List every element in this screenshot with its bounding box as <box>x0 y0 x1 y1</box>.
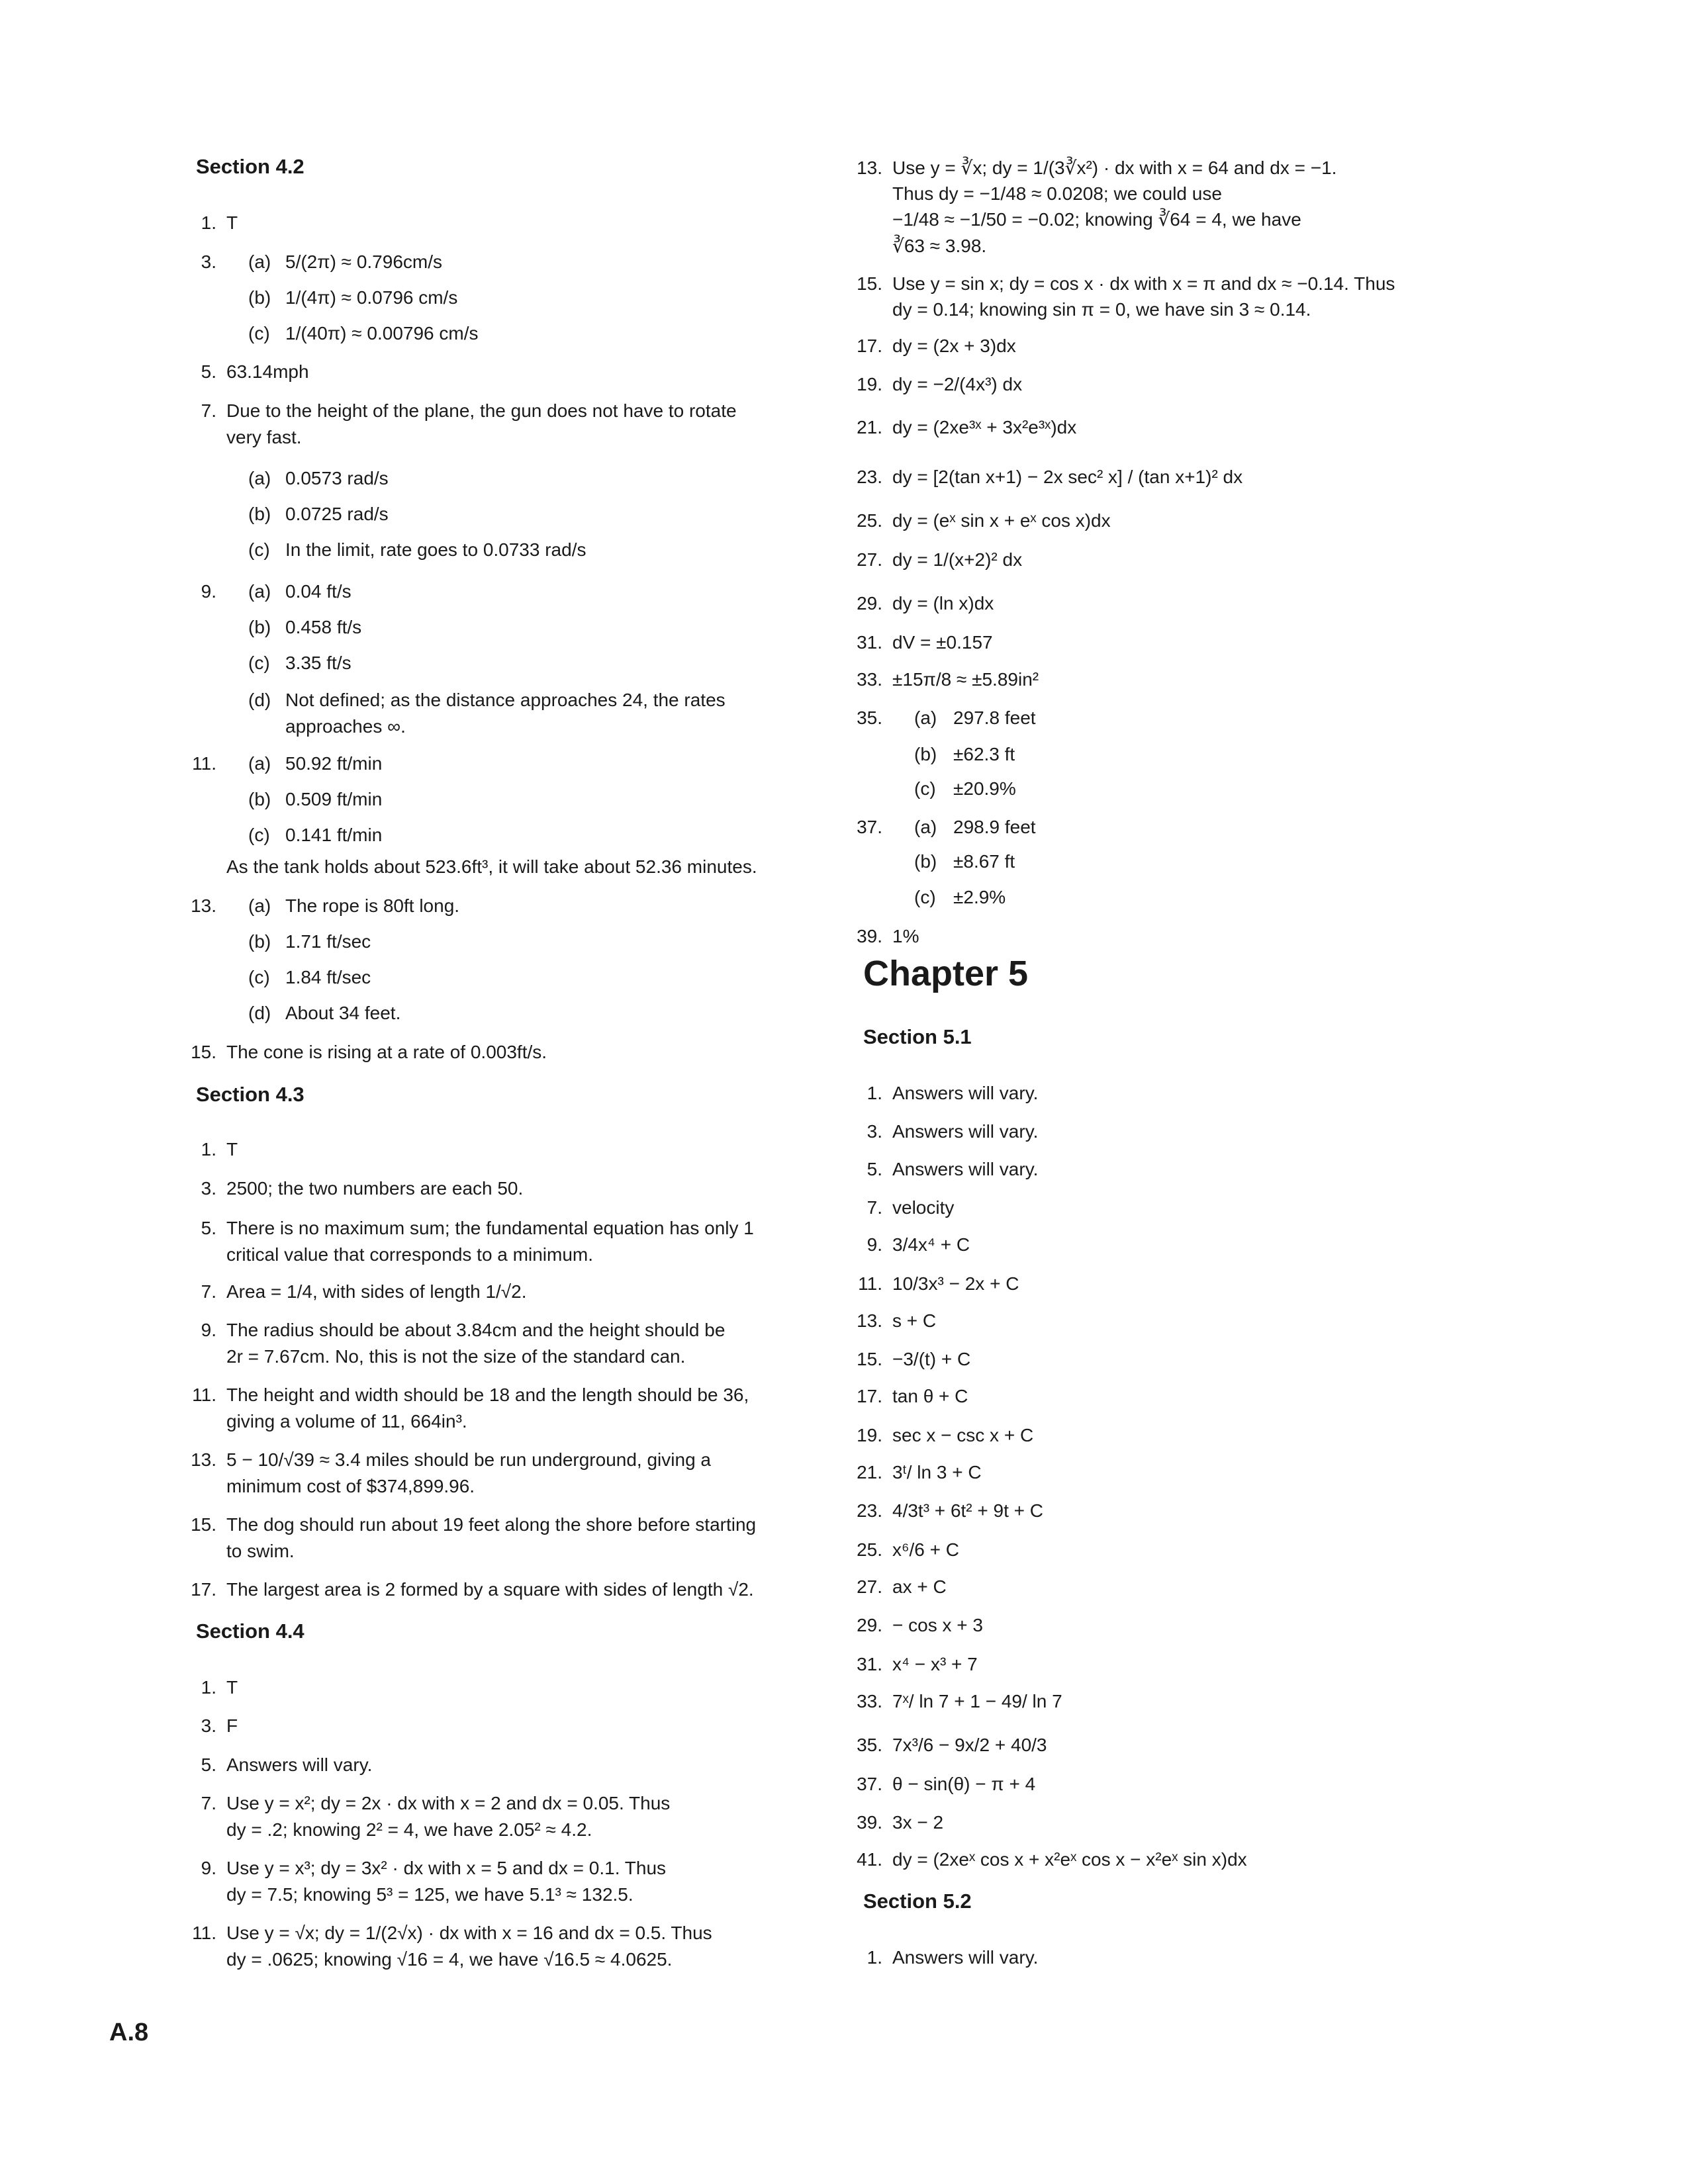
sub-item-letter: (b) <box>248 931 271 952</box>
answer-text: Due to the height of the plane, the gun does not have to rotate <box>226 400 737 421</box>
answer-text: dy = [2(tan x+1) − 2x sec² x] / (tan x+1)² dx <box>892 466 1243 487</box>
sub-item-letter: (d) <box>248 690 271 711</box>
item-number: 1. <box>867 1947 882 1968</box>
answer-text: Area = 1/4, with sides of length 1/√2. <box>226 1281 527 1302</box>
answer-text: 3ᵗ/ ln 3 + C <box>892 1461 982 1482</box>
answer-text: ±62.3 ft <box>953 743 1015 764</box>
answer-text: dy = 7.5; knowing 5³ = 125, we have 5.1³ ≈ 132.5. <box>226 1884 633 1905</box>
answer-text: sec x − csc x + C <box>892 1424 1034 1445</box>
item-number: 31. <box>857 631 882 653</box>
answer-text: very fast. <box>226 426 302 447</box>
sub-item-letter: (c) <box>248 323 270 344</box>
answer-text: Use y = sin x; dy = cos x · dx with x = π and dx ≈ −0.14. Thus <box>892 273 1395 295</box>
item-number: 17. <box>191 1579 216 1600</box>
answer-text: 1/(40π) ≈ 0.00796 cm/s <box>285 323 479 344</box>
item-number: 29. <box>857 1615 882 1636</box>
item-number: 15. <box>857 273 882 295</box>
sub-item-letter: (b) <box>248 287 271 308</box>
answer-text: x⁴ − x³ + 7 <box>892 1653 978 1674</box>
item-number: 19. <box>857 1424 882 1445</box>
item-number: 27. <box>857 549 882 570</box>
answer-text: Use y = √x; dy = 1/(2√x) · dx with x = 16 and dx = 0.5. Thus <box>226 1922 712 1943</box>
answer-text: θ − sin(θ) − π + 4 <box>892 1773 1036 1794</box>
section-heading: Section 4.4 <box>196 1619 305 1643</box>
answer-text: In the limit, rate goes to 0.0733 rad/s <box>285 539 586 561</box>
item-number: 7. <box>201 1792 216 1813</box>
section-heading: Section 5.2 <box>863 1889 972 1913</box>
answer-text: −3/(t) + C <box>892 1349 971 1370</box>
answer-text: Answers will vary. <box>892 1121 1039 1142</box>
sub-item-letter: (b) <box>914 851 937 872</box>
answer-text: Answers will vary. <box>226 1754 373 1775</box>
section-heading: Section 4.3 <box>196 1083 305 1107</box>
answer-text: Thus dy = −1/48 ≈ 0.0208; we could use <box>892 183 1222 205</box>
sub-item-letter: (a) <box>248 467 271 488</box>
answer-text: 297.8 feet <box>953 707 1036 729</box>
item-number: 17. <box>857 335 882 356</box>
answer-text: 3.35 ft/s <box>285 653 352 674</box>
item-number: 9. <box>201 1857 216 1878</box>
item-number: 11. <box>858 1273 882 1294</box>
answer-text: F <box>226 1715 238 1737</box>
answer-text: critical value that corresponds to a minimum. <box>226 1244 593 1265</box>
item-number: 5. <box>201 1218 216 1239</box>
answer-text: The cone is rising at a rate of 0.003ft/s. <box>226 1041 547 1062</box>
answer-text: dy = (eˣ sin x + eˣ cos x)dx <box>892 510 1111 531</box>
item-number: 3. <box>867 1121 882 1142</box>
item-number: 5. <box>867 1158 882 1179</box>
answer-text: Use y = x³; dy = 3x² · dx with x = 5 and dx = 0.1. Thus <box>226 1857 667 1878</box>
item-number: 33. <box>857 1690 882 1711</box>
item-number: 7. <box>201 1281 216 1302</box>
answer-text: dy = 0.14; knowing sin π = 0, we have sin 3 ≈ 0.14. <box>892 299 1311 320</box>
answer-text: tan θ + C <box>892 1386 968 1407</box>
answer-text: 2500; the two numbers are each 50. <box>226 1177 524 1199</box>
answer-text: approaches ∞. <box>285 716 406 737</box>
item-number: 13. <box>857 1310 882 1331</box>
answer-text: 298.9 feet <box>953 816 1036 837</box>
item-number: 5. <box>201 1754 216 1775</box>
sub-item-letter: (c) <box>248 825 270 846</box>
item-number: 37. <box>857 1773 882 1794</box>
item-number: 1. <box>201 1139 216 1160</box>
sub-item-letter: (c) <box>914 887 936 908</box>
answer-text: 0.509 ft/min <box>285 789 383 810</box>
item-number: 9. <box>201 1320 216 1341</box>
answer-text: Answers will vary. <box>892 1947 1039 1968</box>
answer-text: 7x³/6 − 9x/2 + 40/3 <box>892 1735 1047 1756</box>
answer-text: −1/48 ≈ −1/50 = −0.02; knowing ∛64 = 4, we have <box>892 209 1301 230</box>
answer-text: 1% <box>892 925 919 946</box>
sub-item-letter: (c) <box>248 653 270 674</box>
item-number: 11. <box>192 1385 216 1406</box>
answer-text: − cos x + 3 <box>892 1615 983 1636</box>
item-number: 9. <box>201 580 216 602</box>
answer-text: ∛63 ≈ 3.98. <box>892 235 987 256</box>
answer-text: 10/3x³ − 2x + C <box>892 1273 1019 1294</box>
item-number: 15. <box>191 1041 216 1062</box>
answer-text: 1.71 ft/sec <box>285 931 371 952</box>
answer-text: Answers will vary. <box>892 1158 1039 1179</box>
answer-text: The height and width should be 18 and the length should be 36, <box>226 1385 749 1406</box>
item-number: 13. <box>857 158 882 179</box>
item-number: 11. <box>192 753 216 774</box>
answer-text: 2r = 7.67cm. No, this is not the size of the standard can. <box>226 1346 686 1367</box>
item-number: 15. <box>857 1349 882 1370</box>
sub-item-letter: (d) <box>248 1003 271 1024</box>
item-number: 39. <box>857 1812 882 1833</box>
item-number: 15. <box>191 1514 216 1535</box>
answer-text: 0.141 ft/min <box>285 825 383 846</box>
answer-text: 0.04 ft/s <box>285 580 352 602</box>
answer-text: The radius should be about 3.84cm and the height should be <box>226 1320 726 1341</box>
item-number: 39. <box>857 925 882 946</box>
answer-text: T <box>226 1676 238 1698</box>
item-number: 7. <box>867 1197 882 1218</box>
sub-item-letter: (a) <box>248 895 271 916</box>
item-number: 25. <box>857 1539 882 1560</box>
item-number: 27. <box>857 1576 882 1597</box>
answer-text: dy = (2xeˣ cos x + x²eˣ cos x − x²eˣ sin x)dx <box>892 1849 1247 1870</box>
answer-text: 7ˣ/ ln 7 + 1 − 49/ ln 7 <box>892 1690 1062 1711</box>
answer-text: ax + C <box>892 1576 947 1597</box>
sub-item-letter: (a) <box>248 580 271 602</box>
sub-item-letter: (a) <box>248 251 271 272</box>
answer-text: ±8.67 ft <box>953 851 1015 872</box>
item-number: 17. <box>857 1386 882 1407</box>
sub-item-letter: (c) <box>248 967 270 988</box>
answer-text: velocity <box>892 1197 955 1218</box>
answer-text: dy = .2; knowing 2² = 4, we have 2.05² ≈ 4.2. <box>226 1819 592 1840</box>
item-number: 31. <box>857 1653 882 1674</box>
sub-item-letter: (a) <box>248 753 271 774</box>
answer-text: dy = (2x + 3)dx <box>892 335 1016 356</box>
answer-text: dy = −2/(4x³) dx <box>892 374 1023 395</box>
answer-text: 3x − 2 <box>892 1812 944 1833</box>
item-number: 9. <box>867 1234 882 1255</box>
sub-item-letter: (b) <box>248 616 271 637</box>
item-number: 29. <box>857 593 882 614</box>
answer-text: ±15π/8 ≈ ±5.89in² <box>892 669 1039 690</box>
item-number: 23. <box>857 466 882 487</box>
item-number: 7. <box>201 400 216 421</box>
item-number: 35. <box>857 707 882 729</box>
answer-text: 0.0573 rad/s <box>285 467 389 488</box>
answer-text: 50.92 ft/min <box>285 753 383 774</box>
answer-text: Use y = x²; dy = 2x · dx with x = 2 and dx = 0.05. Thus <box>226 1792 671 1813</box>
chapter-title: Chapter 5 <box>863 953 1029 993</box>
answer-text: There is no maximum sum; the fundamental equation has only 1 <box>226 1218 754 1239</box>
item-number: 13. <box>191 895 216 916</box>
answer-text: 1.84 ft/sec <box>285 967 371 988</box>
answer-text: The largest area is 2 formed by a square with sides of length √2. <box>226 1579 754 1600</box>
answer-note: As the tank holds about 523.6ft³, it will take about 52.36 minutes. <box>226 856 757 878</box>
item-number: 35. <box>857 1735 882 1756</box>
answer-text: dy = .0625; knowing √16 = 4, we have √16.5 ≈ 4.0625. <box>226 1948 673 1970</box>
item-number: 1. <box>201 1676 216 1698</box>
answer-text: giving a volume of 11, 664in³. <box>226 1411 467 1432</box>
item-number: 21. <box>857 416 882 437</box>
sub-item-letter: (a) <box>914 707 937 729</box>
answer-text: 5 − 10/√39 ≈ 3.4 miles should be run underground, giving a <box>226 1449 711 1471</box>
answer-text: dy = 1/(x+2)² dx <box>892 549 1023 570</box>
sub-item-letter: (b) <box>914 743 937 764</box>
item-number: 3. <box>201 1177 216 1199</box>
answer-text: x⁶/6 + C <box>892 1539 960 1560</box>
item-number: 3. <box>201 1715 216 1737</box>
answer-text: 4/3t³ + 6t² + 9t + C <box>892 1500 1044 1522</box>
item-number: 41. <box>857 1849 882 1870</box>
sub-item-letter: (a) <box>914 816 937 837</box>
sub-item-letter: (b) <box>248 504 271 525</box>
answer-text: 1/(4π) ≈ 0.0796 cm/s <box>285 287 458 308</box>
answer-text: Answers will vary. <box>892 1083 1039 1104</box>
item-number: 19. <box>857 374 882 395</box>
item-number: 11. <box>192 1922 216 1943</box>
answer-text: T <box>226 1139 238 1160</box>
sub-item-letter: (c) <box>914 778 936 799</box>
answer-text: dy = (2xe³ˣ + 3x²e³ˣ)dx <box>892 416 1077 437</box>
answer-text: ±2.9% <box>953 887 1006 908</box>
item-number: 23. <box>857 1500 882 1522</box>
answer-text: Not defined; as the distance approaches 24, the rates <box>285 690 726 711</box>
item-number: 21. <box>857 1461 882 1482</box>
item-number: 1. <box>867 1083 882 1104</box>
item-number: 37. <box>857 816 882 837</box>
section-heading: Section 5.1 <box>863 1024 972 1048</box>
sub-item-letter: (c) <box>248 539 270 561</box>
answer-text: 3/4x⁴ + C <box>892 1234 970 1255</box>
answer-text: 63.14mph <box>226 361 309 383</box>
answer-text: minimum cost of $374,899.96. <box>226 1476 475 1497</box>
answer-text: to swim. <box>226 1541 295 1562</box>
answer-text: The rope is 80ft long. <box>285 895 460 916</box>
answer-text: The dog should run about 19 feet along the shore before starting <box>226 1514 757 1535</box>
item-number: 25. <box>857 510 882 531</box>
answer-text: s + C <box>892 1310 937 1331</box>
answer-text: 5/(2π) ≈ 0.796cm/s <box>285 251 442 272</box>
item-number: 1. <box>201 212 216 234</box>
item-number: 13. <box>191 1449 216 1471</box>
item-number: 3. <box>201 251 216 272</box>
answer-text: 0.458 ft/s <box>285 616 362 637</box>
page-number: A.8 <box>109 2019 149 2046</box>
answer-text: 0.0725 rad/s <box>285 504 389 525</box>
answer-text: dy = (ln x)dx <box>892 593 994 614</box>
answer-text: T <box>226 212 238 234</box>
answer-text: dV = ±0.157 <box>892 631 993 653</box>
answer-text: ±20.9% <box>953 778 1016 799</box>
answer-text: Use y = ∛x; dy = 1/(3∛x²) · dx with x = 64 and dx = −1. <box>892 158 1337 179</box>
item-number: 5. <box>201 361 216 383</box>
sub-item-letter: (b) <box>248 789 271 810</box>
section-heading: Section 4.2 <box>196 155 305 179</box>
item-number: 33. <box>857 669 882 690</box>
answer-text: About 34 feet. <box>285 1003 401 1024</box>
